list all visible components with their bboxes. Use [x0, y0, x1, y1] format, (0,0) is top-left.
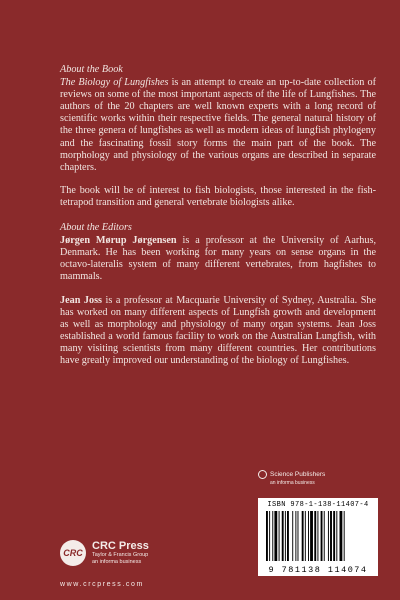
crc-press-logo-icon: CRC — [60, 540, 86, 566]
editor-1-name: Jørgen Mørup Jørgensen — [60, 235, 177, 247]
crc-press-tagline: an informa business — [92, 559, 142, 565]
science-publishers-tagline: an informa business — [270, 480, 315, 486]
editor-2-name: Jean Joss — [60, 294, 103, 306]
about-book-paragraph-1-text: is an attempt to create an up-to-date collection of reviews on some of the most important aspects of the life of Lungfishes. The authors of the 20 chapters are well known experts with a long record of scientific works within their respective fields. The general natural history of the three genera of lungfishes as well as modern ideas of lungfish phylogeny and the fascinating fossil story forms the main part of the book. The morphology and physiology of the various organs are described in separate chapters. — [60, 77, 376, 173]
isbn-barcode — [258, 498, 378, 576]
editor-1-bio — [60, 235, 376, 283]
science-publishers-logo-icon — [258, 470, 267, 479]
isbn-label: ISBN 978-1-138-11407-4 — [267, 501, 369, 509]
crc-press-url: www.crcpress.com — [60, 581, 144, 588]
science-publishers-block — [258, 470, 378, 486]
editor-2-bio — [60, 295, 376, 368]
barcode-digits: 9 781138 114074 — [268, 565, 368, 575]
about-book-heading: About the Book — [60, 64, 123, 75]
about-book-paragraph-2: The book will be of interest to fish biologists, those interested in the fish-tetrapod transition and general vertebrate biologists alike. — [60, 184, 376, 208]
editor-2-text: is a professor at Macquarie University of Sydney, Australia. She has worked on many different aspects of Lungfish growth and development as well as morphology and physiology of many organ systems. Jean Joss established a world famous facility to work on the Australian Lungfish, with many visiting scientists from many different countries. Her contributions have greatly improved our understanding of the biology of Lungfishes. — [60, 294, 376, 366]
back-cover-text — [60, 64, 376, 367]
science-publishers-name: Science Publishers — [270, 471, 326, 478]
about-book-paragraph-1 — [60, 77, 376, 174]
barcode-bars — [266, 511, 372, 561]
crc-press-name: CRC Press — [92, 540, 149, 552]
about-editors-heading: About the Editors — [60, 222, 132, 234]
crc-press-block — [92, 540, 149, 566]
editor-1-text: is a professor at the University of Aarhus, Denmark. He has been working for many years on sense organs in the octavo-lateralis system of many different vertebrates, from hagfishes to mammals. — [60, 235, 376, 283]
crc-press-group: Taylor & Francis Group — [92, 552, 149, 558]
book-title: The Biology of Lungfishes — [60, 77, 169, 89]
